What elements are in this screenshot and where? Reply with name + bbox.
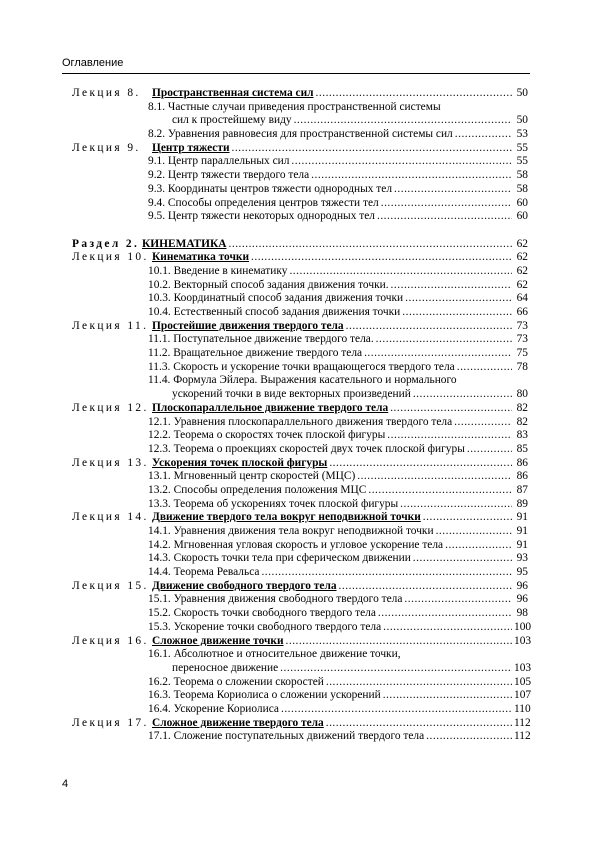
toc-entry-page: 98 <box>516 607 528 620</box>
dot-leader <box>457 361 512 375</box>
toc-entry-page: 60 <box>516 210 528 223</box>
toc-entry-title: Центр тяжести <box>152 141 230 154</box>
toc-entry-page: 58 <box>516 169 528 182</box>
toc-entry-title: 12.1. Уравнения плоскопараллельного движения твердого тела <box>148 415 453 428</box>
toc-entry-title: 16.3. Теорема Кориолиса о сложении ускорений <box>148 689 381 702</box>
toc-entry-page: 86 <box>516 456 528 469</box>
toc-section-entry <box>0 635 600 649</box>
dot-leader <box>326 676 512 690</box>
toc-entry-title: 17.1. Сложение поступательных движений твердого тела <box>148 730 425 743</box>
toc-entry-title: 14.4. Теорема Ревальса <box>148 566 260 579</box>
toc-entry-page: 86 <box>516 470 528 483</box>
toc-entry <box>0 114 600 128</box>
toc-entry-title: 12.2. Теорема о скоростях точек плоской фигуры <box>148 429 386 442</box>
toc-entry <box>0 210 600 224</box>
toc-entry-title: 14.1. Уравнения движения тела вокруг неподвижной точки <box>148 525 434 537</box>
toc-entry-title: 10.1. Введение в кинематику <box>148 264 288 277</box>
toc-entry-title: 8.1. Частные случаи приведения пространственной системы <box>148 100 441 113</box>
toc-entry-page: 91 <box>516 538 528 551</box>
toc-entry-title: 9.2. Центр тяжести твердого тела <box>148 169 310 182</box>
toc-entry <box>0 169 600 183</box>
toc-entry-title: 14.3. Скорость точки тела при сферическом движении <box>148 552 411 565</box>
toc-entry-page: 83 <box>516 429 528 442</box>
toc-entry <box>0 333 600 347</box>
toc-entry <box>0 525 600 539</box>
toc-section-entry <box>0 717 600 731</box>
toc-entry-label: Лекция 17. <box>72 716 149 729</box>
dot-leader <box>445 539 512 553</box>
toc-entry-page: 60 <box>516 196 528 209</box>
dot-leader <box>391 279 512 293</box>
toc-entry-page: 62 <box>516 237 528 250</box>
toc-entry-title: 13.3. Теорема об ускорениях точек плоской фигуры <box>148 497 399 510</box>
dot-leader <box>383 689 512 703</box>
toc-entry <box>0 676 600 690</box>
toc-entry <box>0 621 600 635</box>
toc-entry-title: Кинематика точки <box>152 251 250 264</box>
toc-entry <box>0 689 600 703</box>
toc-entry-title: 16.1. Абсолютное и относительное движение точки, <box>148 648 401 661</box>
toc-entry-label: Лекция 12. <box>72 401 149 414</box>
toc-entry-page: 112 <box>514 716 531 729</box>
toc-section-entry <box>0 320 600 334</box>
toc-entry-title: 12.3. Теорема о проекциях скоростей двух точек плоской фигуры <box>148 442 465 455</box>
dot-leader <box>455 128 512 142</box>
toc-entry-page: 93 <box>516 552 528 565</box>
toc-entry <box>0 703 600 717</box>
toc-entry-page: 55 <box>516 155 528 168</box>
toc-entry-title: 10.2. Векторный способ задания движения точки. <box>148 278 389 291</box>
dot-leader <box>378 607 512 621</box>
toc-entry <box>0 347 600 361</box>
toc-entry-title: 15.1. Уравнения движения свободного твердого тела <box>148 593 403 606</box>
toc-section-entry <box>0 457 600 471</box>
dot-leader <box>261 566 512 580</box>
dot-leader <box>251 251 512 265</box>
toc-entry-page: 62 <box>516 264 528 277</box>
toc-entry <box>0 388 600 402</box>
toc-entry-page: 103 <box>514 634 532 647</box>
dot-leader <box>364 347 512 361</box>
toc-section-entry <box>0 238 600 252</box>
dot-leader <box>326 717 512 731</box>
toc-entry-label: Лекция 8. <box>72 87 141 99</box>
table-of-contents <box>0 87 600 744</box>
toc-entry-title: 16.4. Ускорение Кориолиса <box>148 702 279 715</box>
toc-entry-page: 87 <box>516 483 528 496</box>
toc-entry-page: 55 <box>516 141 528 154</box>
dot-leader <box>346 320 512 334</box>
toc-entry-title: 10.4. Естественный способ задания движения точки <box>148 306 401 318</box>
toc-entry <box>0 101 600 115</box>
toc-entry-title: Движение свободного твердого тела <box>152 579 337 592</box>
toc-entry <box>0 361 600 375</box>
toc-entry-page: 100 <box>514 620 532 633</box>
toc-entry-page: 105 <box>514 675 532 688</box>
dot-leader <box>357 470 512 484</box>
toc-entry-title: 15.2. Скорость точки свободного твердого тела <box>148 607 376 620</box>
toc-entry-page: 80 <box>516 388 528 401</box>
toc-entry-page: 110 <box>514 702 531 715</box>
dot-leader <box>339 580 512 594</box>
toc-entry-title: Плоскопараллельное движение твердого тела <box>152 401 389 414</box>
toc-entry <box>0 374 600 388</box>
toc-entry-title: 15.3. Ускорение точки свободного твердого тела <box>148 620 382 633</box>
toc-entry-title: Сложное движение точки <box>152 634 284 647</box>
toc-entry-page: 89 <box>516 497 528 510</box>
toc-entry-page: 96 <box>516 593 528 606</box>
toc-entry-page: 73 <box>516 319 528 332</box>
toc-entry-title: 16.2. Теорема о сложении скоростей <box>148 675 324 688</box>
dot-leader <box>436 525 512 539</box>
toc-section-entry <box>0 511 600 525</box>
toc-entry <box>0 662 600 676</box>
dot-leader <box>291 155 512 169</box>
toc-entry-title: КИНЕМАТИКА <box>142 237 227 250</box>
toc-entry-page: 96 <box>516 579 528 592</box>
toc-entry-title: переносное движение <box>172 661 279 674</box>
running-head-title: Оглавление <box>62 57 124 69</box>
dot-leader <box>280 662 512 676</box>
toc-entry-title: Простейшие движения твердого тела <box>152 319 344 332</box>
toc-entry <box>0 416 600 430</box>
toc-entry <box>0 429 600 443</box>
toc-entry-page: 50 <box>516 114 528 127</box>
dot-leader <box>405 292 512 306</box>
header-divider <box>62 73 530 74</box>
dot-leader <box>376 333 512 347</box>
toc-entry-title: Сложное движение твердого тела <box>152 716 324 729</box>
toc-entry <box>0 566 600 580</box>
toc-entry-page: 112 <box>514 730 531 743</box>
toc-section-entry <box>0 142 600 156</box>
toc-entry <box>0 470 600 484</box>
toc-section-entry <box>0 251 600 265</box>
toc-entry <box>0 443 600 457</box>
toc-entry-title: 13.2. Способы определения положения МЦС <box>148 483 367 496</box>
toc-entry <box>0 484 600 498</box>
toc-entry-title: Движение твердого тела вокруг неподвижной точки <box>152 511 421 524</box>
dot-leader <box>394 183 512 197</box>
dot-leader <box>454 416 512 430</box>
toc-entry-page: 82 <box>516 401 528 414</box>
toc-entry-title: 11.2. Вращательное движение твердого тела <box>148 347 363 360</box>
toc-entry <box>0 306 600 320</box>
toc-entry-page: 107 <box>514 689 532 702</box>
toc-entry-label: Раздел 2. <box>72 237 140 250</box>
dot-leader <box>229 238 513 252</box>
toc-entry-page: 78 <box>516 360 528 373</box>
toc-entry-label: Лекция 9. <box>72 141 141 154</box>
dot-leader <box>286 635 512 649</box>
dot-leader <box>316 87 512 101</box>
page-number: 4 <box>62 778 69 790</box>
toc-entry <box>0 183 600 197</box>
toc-entry-page: 58 <box>516 182 528 195</box>
dot-leader <box>404 593 512 607</box>
toc-entry <box>0 279 600 293</box>
toc-entry <box>0 128 600 142</box>
toc-entry-title: 11.1. Поступательное движение твердого тела. <box>148 333 374 346</box>
toc-entry-title: 8.2. Уравнения равновесия для пространственной системы сил <box>148 128 453 141</box>
dot-leader <box>413 552 512 566</box>
toc-entry-title: ускорений точки в виде векторных произведений <box>172 388 411 401</box>
toc-entry <box>0 730 600 744</box>
toc-entry-title: 9.5. Центр тяжести некоторых однородных тел <box>148 210 375 223</box>
toc-entry-title: 10.3. Координатный способ задания движения точки <box>148 292 404 305</box>
dot-leader <box>400 498 512 512</box>
toc-entry-title: 13.1. Мгновенный центр скоростей (МЦС) <box>148 470 356 483</box>
dot-leader <box>467 443 512 457</box>
toc-entry-label: Лекция 16. <box>72 634 149 647</box>
toc-entry-label: Лекция 13. <box>72 456 149 469</box>
toc-entry <box>0 607 600 621</box>
toc-entry-page: 103 <box>514 661 532 674</box>
toc-entry-page: 53 <box>516 128 528 141</box>
toc-entry-page: 95 <box>516 566 528 579</box>
dot-leader <box>294 114 512 128</box>
toc-entry <box>0 498 600 512</box>
toc-entry <box>0 292 600 306</box>
dot-leader <box>232 142 512 156</box>
toc-entry-title: Ускорения точек плоской фигуры <box>152 456 328 469</box>
dot-leader <box>368 484 512 498</box>
toc-entry-page: 91 <box>516 511 528 524</box>
toc-entry <box>0 593 600 607</box>
dot-leader <box>423 511 512 525</box>
toc-entry-title: 9.3. Координаты центров тяжести однородных тел <box>148 182 393 195</box>
dot-leader <box>413 388 512 402</box>
toc-entry-title: сил к простейшему виду <box>172 114 292 127</box>
dot-leader <box>402 306 512 320</box>
toc-entry-title: 9.1. Центр параллельных сил <box>148 155 290 168</box>
toc-entry <box>0 155 600 169</box>
toc-section-entry <box>0 402 600 416</box>
dot-leader <box>390 402 512 416</box>
toc-section-entry <box>0 87 600 101</box>
toc-entry-title: Пространственная система сил <box>152 87 314 99</box>
toc-entry-page: 64 <box>516 292 528 305</box>
toc-entry <box>0 648 600 662</box>
dot-leader <box>387 429 512 443</box>
toc-entry-page: 50 <box>516 87 528 99</box>
toc-entry <box>0 552 600 566</box>
toc-section-entry <box>0 580 600 594</box>
toc-entry-page: 82 <box>516 415 528 428</box>
toc-entry-title: 11.3. Скорость и ускорение точки вращающегося твердого тела <box>148 360 455 373</box>
toc-entry-page: 66 <box>516 306 528 318</box>
toc-entry <box>0 265 600 279</box>
toc-entry-page: 75 <box>516 347 528 360</box>
toc-entry <box>0 197 600 211</box>
dot-leader <box>289 265 512 279</box>
toc-entry-label: Лекция 10. <box>72 251 149 264</box>
toc-entry-label: Лекция 11. <box>72 319 149 332</box>
toc-entry-page: 85 <box>516 442 528 455</box>
dot-leader <box>383 621 512 635</box>
toc-entry-title: 14.2. Мгновенная угловая скорость и угловое ускорение тела <box>148 538 444 551</box>
toc-entry-title: 11.4. Формула Эйлера. Выражения касательного и нормального <box>148 374 457 387</box>
toc-entry-page: 73 <box>516 333 528 346</box>
dot-leader <box>329 457 512 471</box>
toc-entry-page: 62 <box>516 251 528 264</box>
dot-leader <box>377 210 512 224</box>
toc-entry-page: 62 <box>516 278 528 291</box>
dot-leader <box>311 169 512 183</box>
toc-entry-page: 91 <box>516 525 528 537</box>
dot-leader <box>281 703 512 717</box>
toc-entry-title: 9.4. Способы определения центров тяжести тел <box>148 196 379 209</box>
toc-entry <box>0 539 600 553</box>
toc-entry-label: Лекция 15. <box>72 579 149 592</box>
dot-leader <box>426 730 512 744</box>
dot-leader <box>381 197 512 211</box>
toc-entry-label: Лекция 14. <box>72 511 149 524</box>
